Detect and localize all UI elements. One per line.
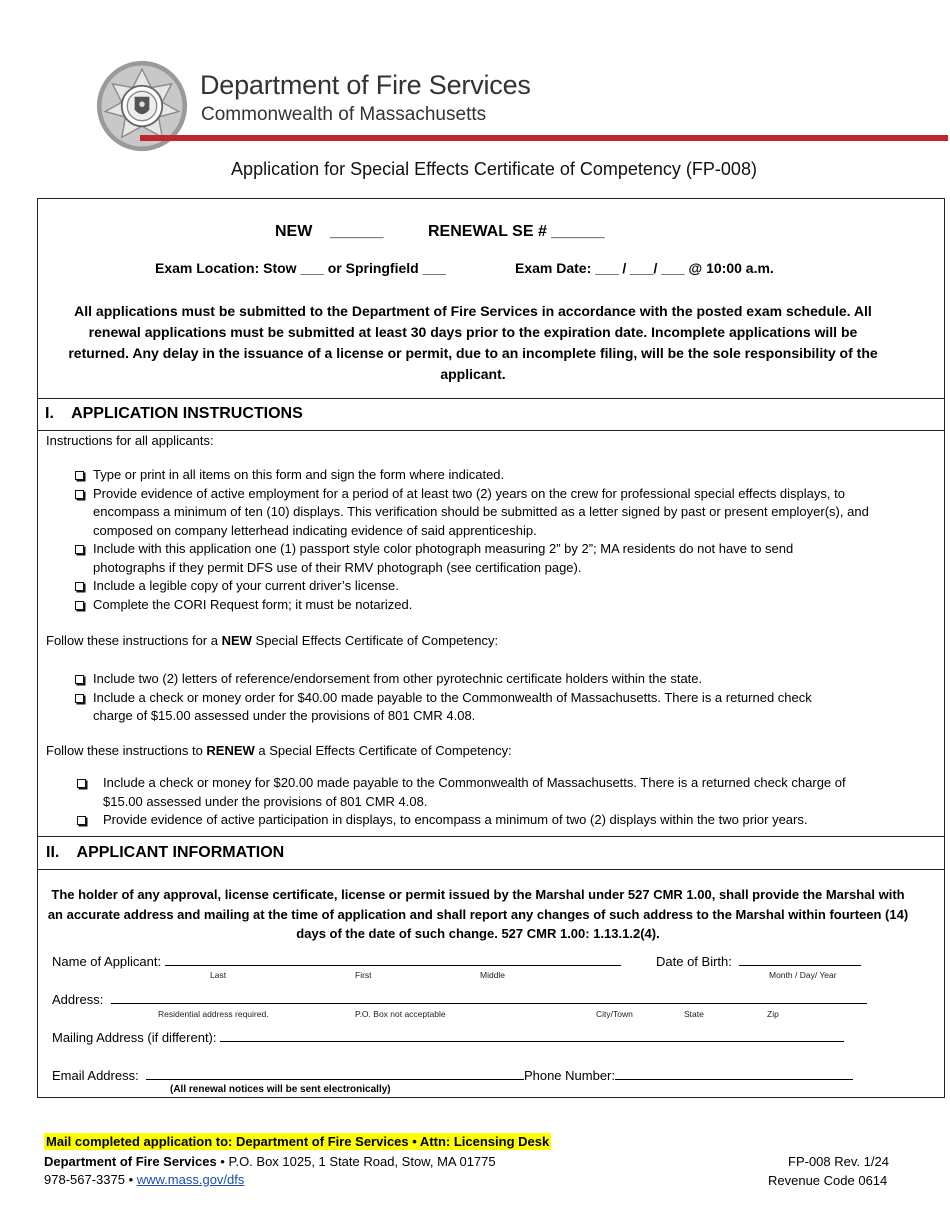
checkbox-icon[interactable] [75,545,84,554]
list-item: Complete the CORI Request form; it must be notarized. [37,596,897,615]
dob-row [656,952,861,969]
new-field[interactable] [275,223,384,241]
list-item: Include two (2) letters of reference/endorsement from other pyrotechnic certificate holders within the state. [37,670,827,689]
section-2-title: APPLICANT INFORMATION [76,844,285,861]
address-row [52,990,867,1007]
footer-dept: Department of Fire Services [44,1154,217,1169]
list-item: Include a check or money for $20.00 made payable to the Commonwealth of Massachusetts. There is a returned check charge of $15.00 assessed under the provisions of 801 CMR 4.08. [37,774,917,811]
email-input[interactable] [146,1066,524,1080]
name-sub-first: First [355,970,372,980]
divider [37,869,945,870]
checkbox-icon[interactable] [75,675,84,684]
address-input[interactable] [111,990,867,1004]
name-label: Name of Applicant: [52,954,162,969]
renew-instructions-intro: Follow these instructions to RENEW a Special Effects Certificate of Competency: [46,743,512,758]
phone-input[interactable] [615,1066,853,1080]
name-sub-last: Last [210,970,227,980]
email-note: (All renewal notices will be sent electronically) [170,1084,391,1095]
renewal-label: RENEWAL SE # [428,223,547,240]
section-1-number: I. [45,405,54,422]
divider [37,430,945,431]
list-item: Provide evidence of active employment for a period of at least two (2) years on the crew for professional special effects displays, to encompass a minimum of ten (10) displays. This verification should be submitted as a letter signed by past or present employer(s), and composed on company letterhead indicating evidence of said apprenticeship. [37,485,897,541]
list-item: Include with this application one (1) passport style color photograph measuring 2” by 2”; MA residents do not have to send photographs if they permit DFS use of their RMV photograph (see certification page). [37,540,897,577]
checkbox-icon[interactable] [75,694,84,703]
revenue-code: Revenue Code 0614 [768,1173,888,1188]
divider [37,836,945,837]
name-sub-middle: Middle [480,970,506,980]
mailing-row [52,1028,844,1045]
checkbox-icon[interactable] [75,582,84,591]
list-item: Type or print in all items on this form and sign the form where indicated. [37,466,897,485]
new-blank: ______ [330,223,384,240]
email-row [52,1066,853,1083]
section-2-heading [46,844,284,862]
department-name: Department of Fire Services [200,70,531,100]
name-row [52,952,621,969]
address-sub-residential: Residential address required. [158,1009,269,1019]
new-instructions-list [37,670,827,726]
section-2-number: II. [46,844,60,861]
section-1-title: APPLICATION INSTRUCTIONS [71,405,303,422]
form-revision: FP-008 Rev. 1/24 [788,1154,889,1169]
checkbox-icon[interactable] [77,816,86,825]
dob-label: Date of Birth: [656,954,732,969]
dob-input[interactable] [739,952,861,966]
list-item: Include a legible copy of your current driver’s license. [37,577,897,596]
all-applicants-intro: Instructions for all applicants: [46,433,214,448]
phone-label: Phone Number: [523,1068,615,1083]
address-notice: The holder of any approval, license certificate, license or permit issued by the Marshal under 527 CMR 1.00, shall provide the Marshal with an accurate address and mailing at the time of application and shall report any changes of such address to the Marshal within fourteen (14) days of the date of such change. 527 CMR 1.00: 1.13.1.2(4). [47,887,909,941]
address-sub-zip: Zip [767,1009,779,1019]
checkbox-icon[interactable] [75,471,84,480]
mailing-label: Mailing Address (if different): [52,1030,217,1045]
mail-to-highlight: Mail completed application to: Department of Fire Services • Attn: Licensing Desk [46,1134,550,1149]
header-accent-bar [140,135,948,141]
new-label: NEW [275,223,313,240]
exam-location[interactable]: Exam Location: Stow ___ or Springfield ___ [155,260,446,276]
address-sub-pobox: P.O. Box not acceptable [355,1009,446,1019]
form-title: Application for Special Effects Certificate of Competency (FP-008) [231,159,757,179]
section-1-heading [45,405,303,423]
all-applicants-list [37,466,897,614]
divider [37,398,945,399]
submission-notice: All applications must be submitted to the Department of Fire Services in accordance with the posted exam schedule. All renewal applications must be submitted at least 30 days prior to the expiration date. Incomplete applications will be returned. Any delay in the issuance of a license or permit, due to an incomplete filing, will be the sole responsibility of the applicant. [68,303,878,382]
commonwealth-name: Commonwealth of Massachusetts [201,104,487,125]
exam-date[interactable]: Exam Date: ___ / ___/ ___ @ 10:00 a.m. [515,260,774,276]
list-item: Include a check or money order for $40.00 made payable to the Commonwealth of Massachusetts. There is a returned check charge of $15.00 assessed under the provisions of 801 CMR 4.08. [37,689,827,726]
name-input[interactable] [165,952,621,966]
footer-address: Department of Fire Services • P.O. Box 1025, 1 State Road, Stow, MA 01775 [44,1154,496,1169]
mailing-input[interactable] [220,1028,844,1042]
website-link[interactable]: www.mass.gov/dfs [136,1172,245,1187]
footer-contact [44,1172,244,1187]
email-label: Email Address: [52,1068,139,1083]
new-instructions-intro: Follow these instructions for a NEW Special Effects Certificate of Competency: [46,633,499,648]
address-sub-city: City/Town [596,1009,633,1019]
address-label: Address: [52,992,104,1007]
renew-instructions-list [37,774,917,830]
checkbox-icon[interactable] [75,601,84,610]
dob-sub: Month / Day/ Year [769,970,837,980]
checkbox-icon[interactable] [77,779,86,788]
address-sub-state: State [684,1009,704,1019]
checkbox-icon[interactable] [75,490,84,499]
renewal-field[interactable] [428,223,605,241]
renewal-blank: ______ [551,223,605,240]
footer-phone: 978-567-3375 • [44,1172,137,1187]
list-item: Provide evidence of active participation in displays, to encompass a minimum of two (2) displays within the two prior years. [37,811,917,830]
